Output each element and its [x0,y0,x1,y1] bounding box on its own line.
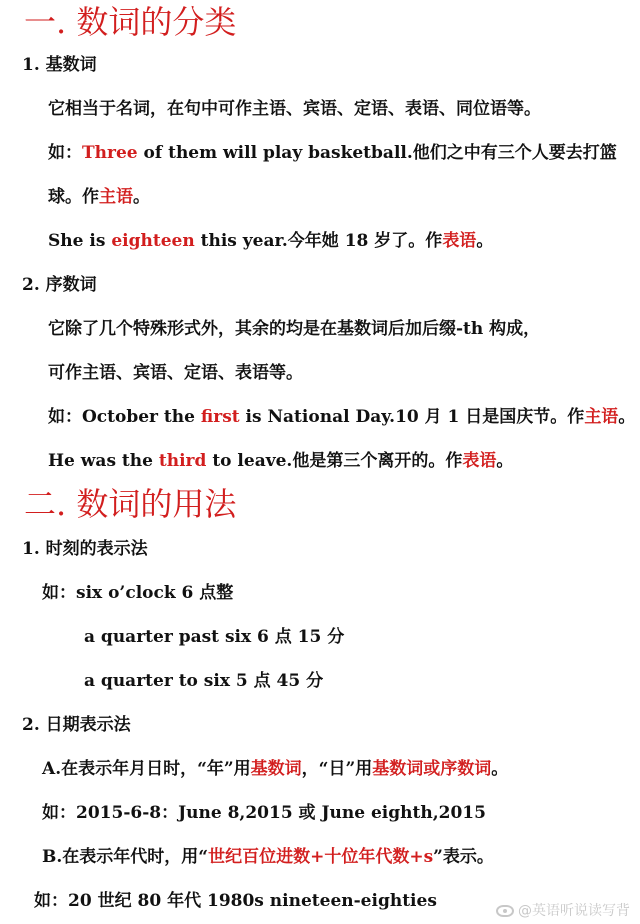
cardinal-example-1 [48,142,617,164]
weibo-eye-icon [496,905,514,917]
rule-text: ，“日”用 [301,759,373,779]
highlight-role: 表语 [462,451,497,471]
example-text: 球。作 [48,187,99,207]
highlight-role: 主语 [99,187,133,207]
rule-text: A.在表示年月日时，“年”用 [42,759,251,779]
example-text: He was the [48,451,159,471]
example-text: She is [48,231,112,251]
cardinal-description: 它相当于名词，在句中可作主语、宾语、定语、表语、同位语等。 [48,99,541,119]
section-1-title: 一. 数词的分类 [24,3,237,41]
example-text: 如：October the [48,407,201,427]
date-heading: 2. 日期表示法 [22,715,131,735]
watermark-text: @英语听说读写背 [518,903,630,919]
highlight-term: 基数词 [250,759,302,779]
example-text: to leave.他是第三个离开的。作 [206,451,463,471]
highlight-word: first [200,407,240,427]
example-text: 。 [476,231,494,251]
ordinal-example-2 [48,450,513,472]
ordinal-description-2: 可作主语、宾语、定语、表语等。 [48,363,303,383]
ordinal-example-1 [48,406,635,428]
cardinal-heading: 1. 基数词 [22,55,97,75]
rule-text: B.在表示年代时，用“ [42,847,209,867]
rule-text: 。 [491,759,509,779]
ordinal-heading: 2. 序数词 [22,275,97,295]
watermark [496,900,630,920]
highlight-term: 基数词或序数词 [372,759,492,779]
example-text: 。 [133,187,150,207]
cardinal-example-2 [48,230,493,252]
example-text: of them will play basketball.他们之中有三个人要去打篮 [137,143,617,163]
highlight-word: eighteen [111,231,195,251]
section-2-title: 二. 数词的用法 [24,485,237,523]
date-rule-b [42,846,494,868]
time-example-1: 如：six o’clock 6 点整 [42,583,234,603]
example-text: this year.今年她 18 岁了。作 [194,231,443,251]
date-example-2: 如：20 世纪 80 年代 1980s nineteen-eighties [34,891,437,911]
example-text: 。 [618,407,636,427]
time-example-2: a quarter past six 6 点 15 分 [84,627,345,647]
highlight-word: third [158,451,207,471]
highlight-role: 主语 [584,407,619,427]
time-heading: 1. 时刻的表示法 [22,539,148,559]
example-prefix: 如： [48,143,82,163]
ordinal-description-1: 它除了几个特殊形式外，其余的均是在基数词后加后缀-th 构成， [48,319,541,339]
time-example-3: a quarter to six 5 点 45 分 [84,671,324,691]
date-rule-a [42,758,508,780]
date-example-1: 如：2015-6-8：June 8,2015 或 June eighth,2015 [42,803,486,823]
cardinal-example-1-cont [48,186,150,208]
rule-text: ”表示。 [433,847,494,867]
example-text: is National Day.10 月 1 日是国庆节。作 [239,407,585,427]
example-text: 。 [496,451,514,471]
highlight-term: 世纪百位进数+十位年代数+s [208,847,434,867]
highlight-word: Three [82,143,138,163]
highlight-role: 表语 [442,231,477,251]
